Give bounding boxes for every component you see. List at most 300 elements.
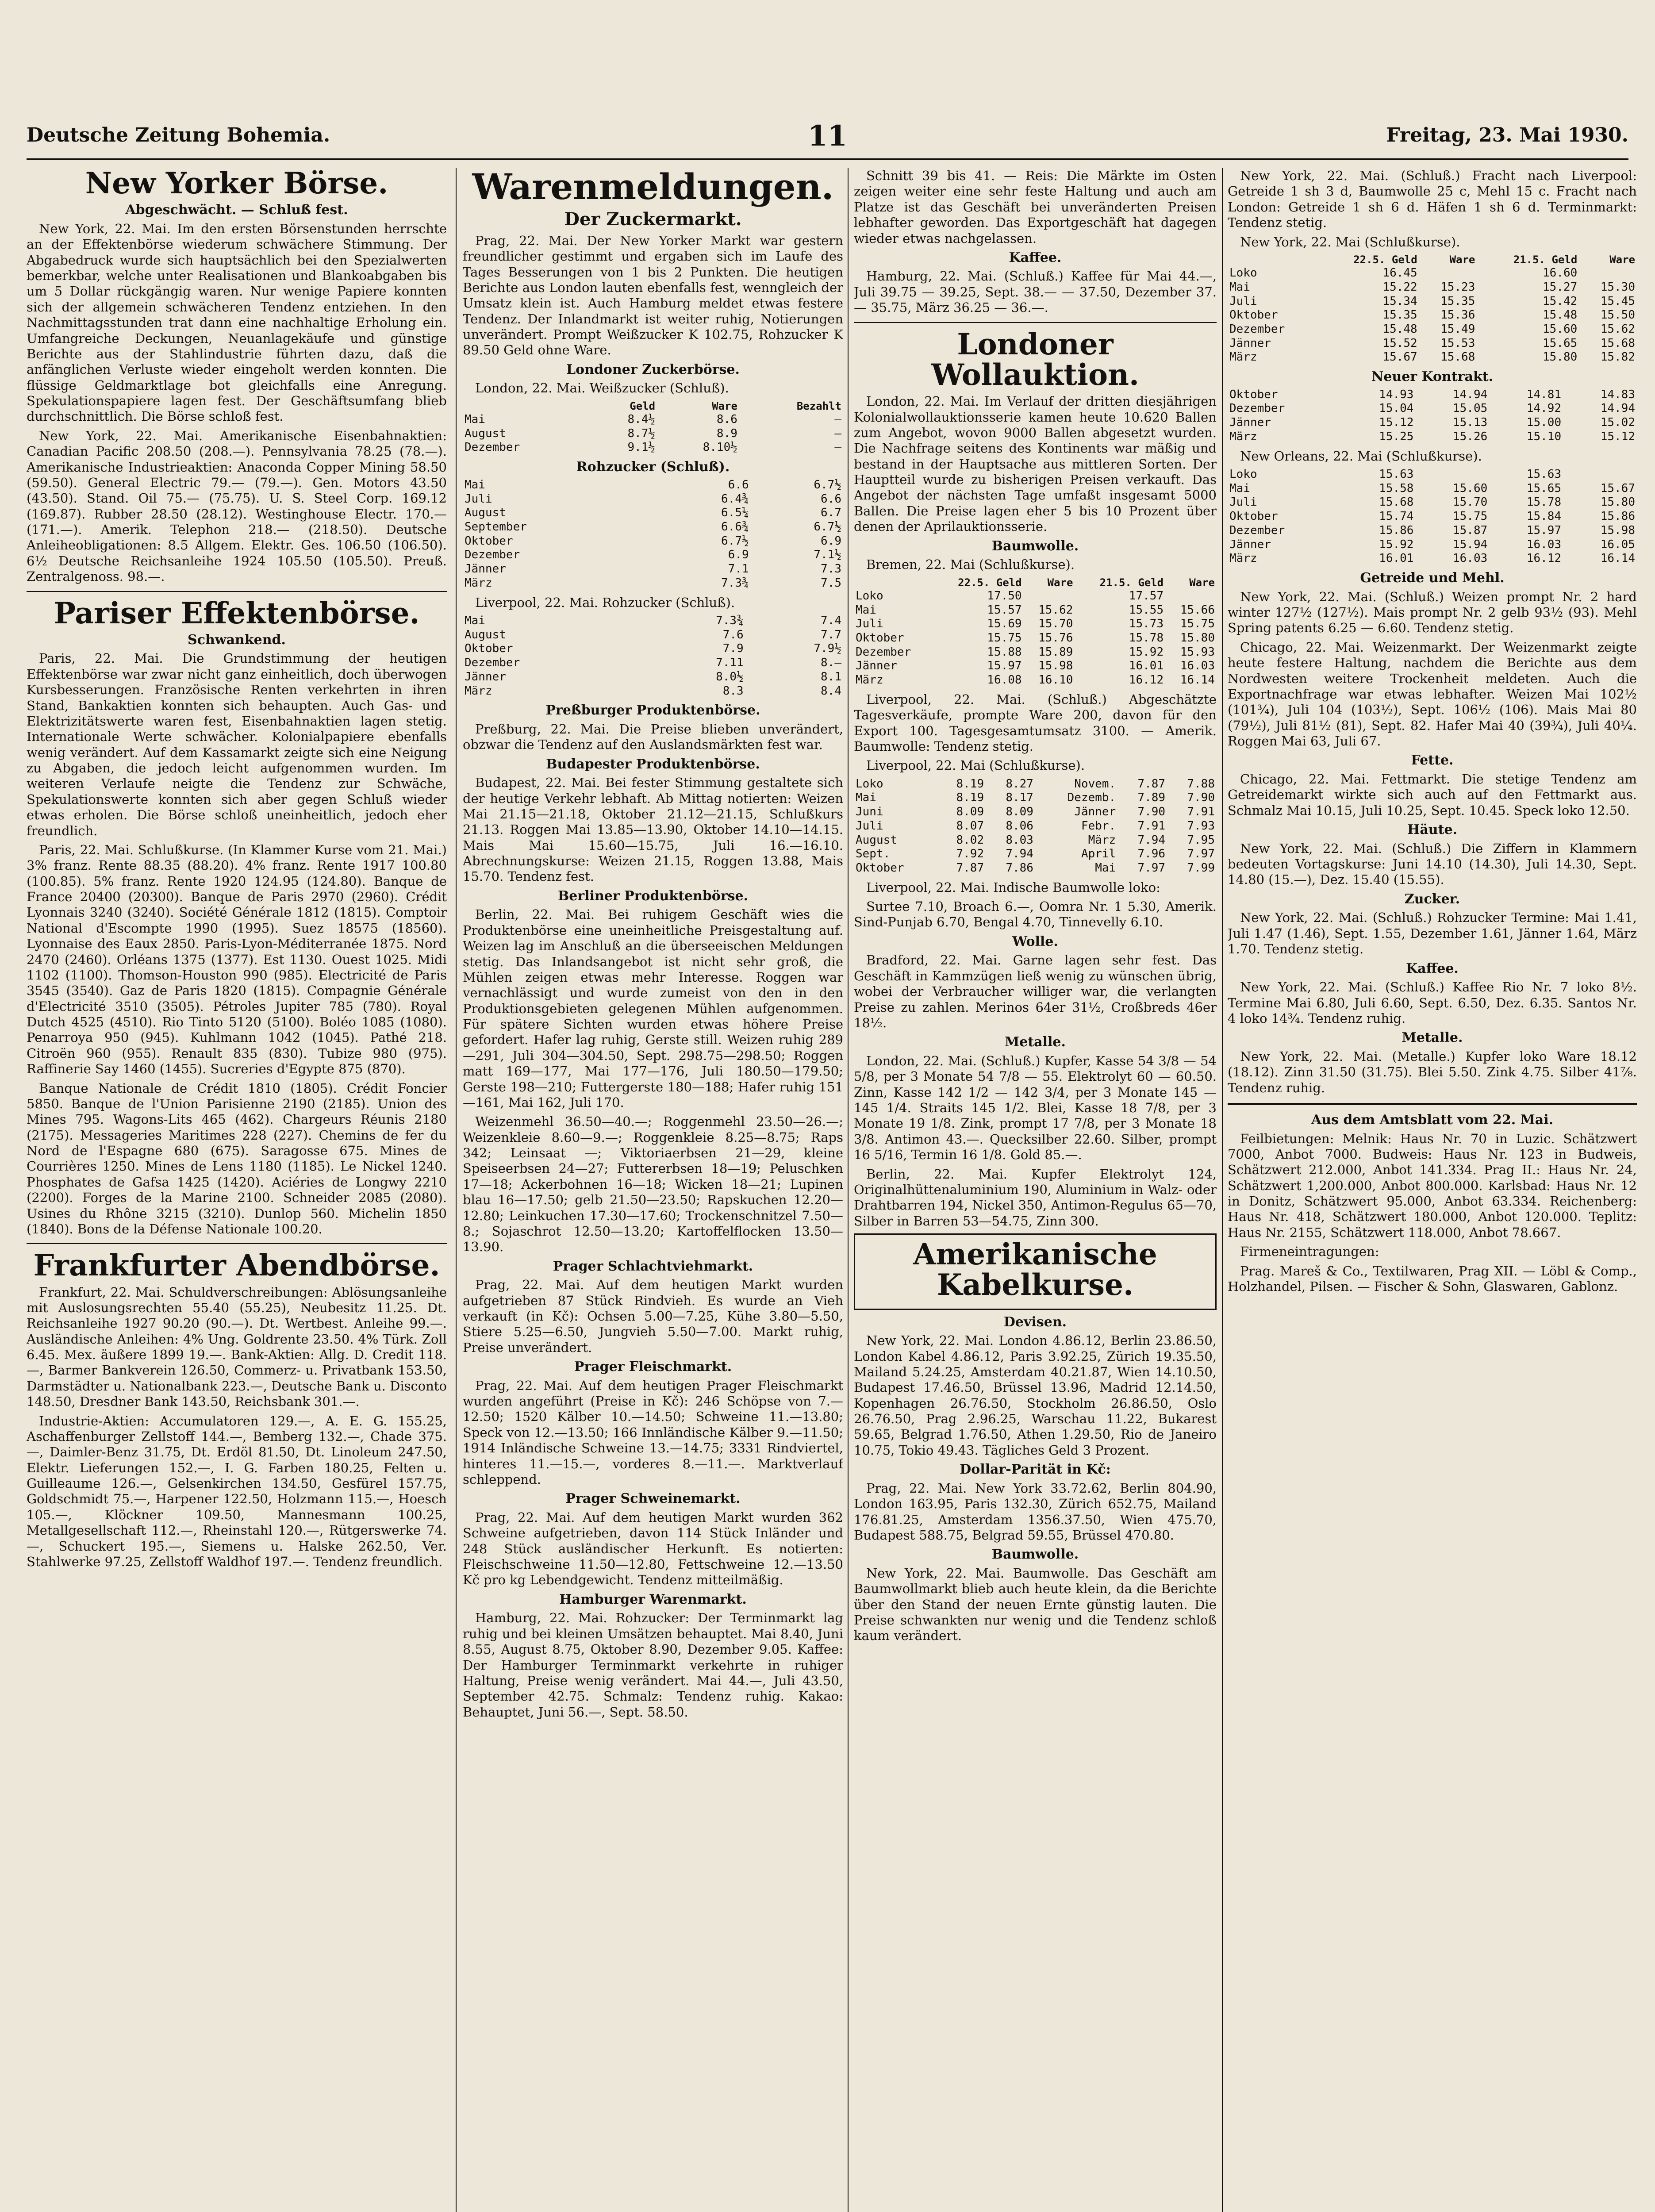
article-paragraph: Liverpool, 22. Mai. (Schluß.) Abgeschätzte Tagesverkäufe, prompte Ware 200, davon für den Export 100. Tagesgesamtumsatz 3100. — Amerik. Baumwolle: Tendenz stetig. — [854, 691, 1217, 754]
table-cell: 8.7½ — [627, 426, 656, 440]
divider — [27, 1243, 447, 1244]
article-paragraph: Liverpool, 22. Mai (Schlußkurse). — [866, 758, 1085, 773]
table-cell: 7.88 — [1187, 777, 1215, 791]
table-cell: 15.27 — [1543, 280, 1578, 294]
hamburg-heading: Hamburger Warenmarkt. — [559, 1591, 747, 1607]
table-row — [1228, 337, 1637, 351]
table-cell: 15.50 — [1600, 308, 1635, 322]
table-row — [1228, 552, 1637, 566]
london-zucker-heading: Londoner Zuckerbörse. — [566, 361, 740, 377]
table-cell: 6.6 — [728, 478, 749, 492]
table-cell: 15.92 — [1129, 645, 1164, 659]
article-paragraph: New York, 22. Mai. Im den ersten Börsenstunden herrschte an der Effektenbörse wiederum schwächere Stimmung. Der Abgabedruck wurde sich hauptsächlich bei den Spezialwerten bemerkbar, welche unter Realisationen und Blankoabgaben bis um 5 Dollar rückgängig waren. Nur wenige Papiere konnten sich der allgemein schwächeren Tendenz entziehen. In den Nachmittagsstunden trat dann eine nachhaltige Erholung ein. Umfangreiche Deckungen, Neuanlagekäufe und günstige Berichte aus der Stahlindustrie führten dazu, daß die anfänglichen Verluste wieder eingeholt werden konnten. Die flüssige Geldmarktlage bot gleichfalls eine Anregung. Spekulationspapiere lagen fest. Der Geschäftsumfang blieb durchschnittlich. Die Börse schloß fest. — [27, 221, 447, 424]
table-header — [463, 400, 590, 413]
table-cell: 15.49 — [1440, 323, 1475, 336]
table-cell: 7.11 — [716, 656, 744, 670]
table-cell: 15.73 — [1129, 617, 1164, 631]
table-cell: 16.08 — [987, 673, 1022, 687]
article-paragraph: New Orleans, 22. Mai (Schlußkurse). — [1240, 448, 1482, 464]
table-cell: 15.74 — [1379, 510, 1414, 523]
table-header: Ware — [1609, 253, 1635, 266]
article-paragraph: Chicago, 22. Mai. Weizenmarkt. Der Weizenmarkt zeigte heute festere Haltung, nachdem die Berichte aus dem Nordwesten weitere Trockenheit meldeten. Auch die Exportnachfrage war etwas lebhafter. Weizen Mai 102½ (101¾), Juli 104 (103½), Sept. 106½ (106). Mais Mai 80 (79½), Juli 81½ (81), Sept. 82. Hafer Mai 40 (39¾), Juli 40¼. Roggen Mai 63, Juli 67. — [1228, 639, 1637, 749]
table-cell: 16.03 — [1453, 552, 1488, 565]
table-row — [463, 492, 843, 507]
article-paragraph: Bremen, 22. Mai (Schlußkurse). — [866, 557, 1075, 572]
article-paragraph: Berlin, 22. Mai. Kupfer Elektrolyt 124, Originalhüttenaluminium 190, Aluminium in Walz- oder Drahtbarren 194, Nickel 350, Antimon-Regulus 65—70, Silber in Barren 53—54.75, Zinn 300. — [854, 1166, 1217, 1229]
table-cell: 7.3 — [821, 562, 841, 576]
table-header: Geld — [630, 399, 656, 412]
article-paragraph: Hamburg, 22. Mai. Rohzucker: Der Terminmarkt lag ruhig und bei kleinen Umsätzen behauptet. Mai 8.40, Juni 8.55, August 8.75, Oktober 8.90, Dezember 9.05. Kaffee: Der Hamburger Terminmarkt verkehrte in ruhiger Haltung, Preise wenig verändert. Mai 44.—, Juli 43.50, September 42.75. Schmalz: Tendenz ruhig. Kakao: Behauptet, Juni 56.—, Sept. 58.50. — [463, 1610, 843, 1720]
table-cell: 15.68 — [1379, 495, 1414, 509]
article-paragraph: New York, 22. Mai. (Schluß.) Weizen prompt Nr. 2 hard winter 127½ (127½). Mais prompt Nr. 2 gelb 93½ (93). Mehl Spring patents 6.25 — 6.60. Tendenz stetig. — [1228, 589, 1637, 636]
table-cell: März — [465, 576, 492, 590]
article-paragraph: New York, 22. Mai (Schlußkurse). — [1240, 234, 1460, 250]
article-paragraph: Paris, 22. Mai. Die Grundstimmung der heutigen Effektenbörse war zwar nicht ganz einheitlich, doch überwogen Kursbesserungen. Französische Renten verkehrten in ihren Stand, Bankaktien konnten sich behaupten. Auch Gas- und Elektrizitätswerte waren fest, Eisenbahnaktien lagen stetig. Internationale Werte schwächer. Kolonialpapiere ebenfalls wenig verändert. Auf dem Kassamarkt zeigte sich eine Neigung zu Abgaben, die jedoch leicht aufgenommen wurden. Im weiteren Verlaufe neigte die Tendenz zur Schwäche, Spekulationswerte konnten sich aber gegen Schluß wieder etwas erholen. Die Börse schloß uneinheitlich, jedoch eher freundlich. — [27, 651, 447, 838]
divider — [1228, 1103, 1637, 1105]
column-divider — [848, 168, 849, 2212]
table-cell: 7.89 — [1137, 791, 1166, 805]
table-cell: 15.86 — [1379, 523, 1414, 537]
warenmeldungen-title: Warenmeldungen. — [472, 168, 834, 207]
table-row — [854, 673, 1217, 687]
divider — [27, 591, 447, 592]
table-cell: 15.63 — [1526, 468, 1562, 481]
newspaper-page — [18, 18, 1637, 2212]
page-number: 11 — [807, 119, 848, 153]
table-cell: 15.88 — [987, 645, 1022, 659]
table-cell: 14.93 — [1379, 388, 1414, 401]
amtsblatt-heading: Aus dem Amtsblatt vom 22. Mai. — [1311, 1112, 1554, 1128]
table-cell: 15.53 — [1440, 336, 1475, 350]
table-cell: 7.91 — [1187, 805, 1215, 819]
table-cell: 15.98 — [1600, 523, 1635, 537]
paris-subtitle: Schwankend. — [188, 632, 286, 648]
table-row — [1228, 524, 1637, 538]
table-cell: Mai — [856, 791, 876, 805]
article-paragraph: Frankfurt, 22. Mai. Schuldverschreibungen: Ablösungsanleihe mit Auslosungsrechten 55.40 (55.25), Neubesitz 11.25. Dt. Reichsanleihe 1927 90.20 (90.—). Dt. Wertbest. Anleihe 99.—. Ausländische Anleihen: 4% Ung. Goldrente 23.50. 4% Türk. Zoll 6.45. Mex. äußere 1899 19.—. Bank-Aktien: Allg. D. Credit 118.—, Barmer Bankverein 126.50, Commerz- u. Privatbank 153.50, Darmstädter u. Nationalbank 223.—, Deutsche Bank u. Disconto 148.50, Dresdner Bank 143.50, Reichsbank 301.—. — [27, 1284, 447, 1409]
table-cell: 15.23 — [1440, 280, 1475, 294]
table-cell: 15.52 — [1382, 336, 1417, 350]
table-cell: 16.03 — [1180, 659, 1215, 673]
table-cell: Oktober — [465, 534, 513, 548]
article-paragraph: Preßburg, 22. Mai. Die Preise blieben unverändert, obzwar die Tendenz auf den Auslandsmärkten fest war. — [463, 721, 843, 753]
table-cell: Novem. — [1074, 777, 1116, 791]
table-cell: Juli — [465, 492, 492, 506]
table-header: 22.5. Geld — [958, 576, 1022, 589]
table-cell: 8.17 — [1006, 791, 1033, 805]
article-paragraph: London, 22. Mai. (Schluß.) Kupfer, Kasse 54 3/8 — 54 5/8, per 3 Monate 54 7/8 — 55. Elektrolyt 60 — 60.50. Zinn, Kasse 142 1/2 — 142 3/4, per 3 Monate 145 — 145 1/4. Straits 145 1/2. Blei, Kasse 18 7/8, per 3 Monate 19 1/8. Zink, prompt 17 7/8, per 3 Monate 18 3/8. Antimon 43.—. Quecksilber 22.60. Silber, prompt 16 5/16, Termin 16 1/8. Gold 85.—. — [854, 1053, 1217, 1163]
table-cell: 15.82 — [1600, 350, 1635, 364]
table-cell: 15.55 — [1129, 603, 1164, 617]
table-cell: 8.9 — [716, 426, 737, 440]
column-2 — [463, 168, 843, 2212]
table-cell: 7.1½ — [814, 548, 841, 562]
article-paragraph: Prag, 22. Mai. Auf dem heutigen Markt wurden 362 Schweine aufgetrieben, davon 114 Stück Inländer und 248 Stück ausländischer Herkunft. Es notierten: Fleischschweine 11.50—12.80, Fettschweine 12.—13.50 Kč pro kg Lebendgewicht. Tendenz mitteilmäßig. — [463, 1509, 843, 1588]
table-cell: 8.6 — [716, 413, 737, 426]
table-cell: Mai — [465, 614, 485, 627]
liverpool-cotton-table — [854, 777, 1217, 876]
table-cell: 15.78 — [1526, 495, 1562, 509]
rohzucker-heading: Rohzucker (Schluß). — [576, 459, 730, 475]
issue-date: Freitag, 23. Mai 1930. — [1386, 124, 1628, 146]
table-cell: — — [834, 413, 841, 426]
table-cell: 15.30 — [1600, 280, 1635, 294]
table-cell: Jänner — [1229, 538, 1271, 551]
table-cell: Dezember — [465, 548, 520, 562]
table-row — [854, 805, 1217, 819]
rohzucker-table — [463, 478, 843, 591]
table-cell: 15.75 — [1453, 510, 1488, 523]
table-cell: Mai — [1229, 280, 1250, 294]
article-paragraph: Banque Nationale de Crédit 1810 (1805). Crédit Foncier 5850. Banque de l'Union Parisienne 2190 (2185). Union des Mines 795. Wagons-Lits 465 (462). Chargeurs Réunis 2180 (2175). Messageries Maritimes 228 (227). Chemins de fer du Nord de l'Espagne 680 (675). Saragosse 675. Mines de Courrières 1250. Mines de Lens 1180 (1185). Le Nickel 1240. Phosphates de Gafsa 1425 (1420). Aciéries de Longwy 2210 (2200). Forges de la Marine 2100. Schneider 2085 (2080). Usines du Rhône 3215 (3210). Dunlop 560. Michelin 1850 (1840). Bons de la Défense Nationale 100.20. — [27, 1080, 447, 1237]
table-cell: Jänner — [1229, 336, 1271, 350]
fette-heading: Fette. — [1411, 753, 1454, 768]
baumwolle-heading: Baumwolle. — [991, 538, 1079, 554]
table-cell: 15.42 — [1543, 294, 1578, 308]
ny-boerse-subtitle: Abgeschwächt. — Schluß fest. — [125, 202, 348, 218]
article-paragraph: London, 22. Mai. Weißzucker (Schluß). — [475, 380, 729, 396]
table-cell: 15.76 — [1038, 631, 1073, 645]
table-row — [1228, 416, 1637, 430]
table-cell: 15.12 — [1600, 430, 1635, 443]
table-row — [854, 603, 1217, 618]
table-header — [854, 576, 933, 589]
table-cell: 15.26 — [1453, 430, 1488, 443]
table-header: 21.5. Geld — [1513, 253, 1578, 266]
kabelkurse-title: Amerikanische Kabelkurse. — [913, 1237, 1157, 1302]
table-cell: 7.97 — [1187, 847, 1215, 861]
table-cell: 7.94 — [1006, 847, 1033, 861]
table-cell: 15.62 — [1038, 603, 1073, 617]
table-cell: 15.68 — [1600, 336, 1635, 350]
table-cell: Loko — [856, 589, 883, 603]
table-cell: 8.4½ — [627, 413, 656, 426]
table-row — [854, 861, 1217, 876]
table-cell: 15.45 — [1600, 294, 1635, 308]
table-cell: 14.94 — [1453, 388, 1488, 401]
table-cell: 8.1 — [821, 670, 841, 684]
table-row — [463, 642, 843, 656]
table-cell: 7.92 — [956, 847, 984, 861]
table-cell: 7.7 — [821, 628, 841, 641]
table-cell: 14.83 — [1600, 388, 1635, 401]
table-cell: Dezember — [1229, 523, 1285, 537]
table-cell: 15.87 — [1453, 523, 1488, 537]
table-cell: Oktober — [1229, 510, 1278, 523]
table-cell: 15.02 — [1600, 416, 1635, 430]
table-cell: 6.9 — [728, 548, 749, 562]
article-paragraph: Liverpool, 22. Mai. Rohzucker (Schluß). — [475, 595, 735, 610]
article-paragraph: New York, 22. Mai. (Metalle.) Kupfer loko Ware 18.12 (18.12). Zinn 31.50 (31.75). Blei 5.50. Zink 4.75. Silber 41⅞. Tendenz ruhig. — [1228, 1048, 1637, 1095]
table-cell: 15.36 — [1440, 308, 1475, 322]
table-cell: März — [1229, 350, 1257, 364]
table-cell: 15.98 — [1038, 659, 1073, 673]
table-cell: Jänner — [856, 659, 897, 673]
table-cell: Oktober — [856, 631, 904, 645]
table-cell: 6.4¾ — [721, 492, 749, 506]
table-cell: Loko — [1229, 468, 1257, 481]
table-cell: 15.97 — [987, 659, 1022, 673]
berlin-heading: Berliner Produktenbörse. — [557, 888, 749, 904]
table-cell: 16.05 — [1600, 538, 1635, 551]
table-cell: 15.60 — [1453, 481, 1488, 495]
table-cell: 6.5¼ — [721, 506, 749, 520]
table-cell: Febr. — [1081, 819, 1116, 833]
table-cell: 15.62 — [1600, 323, 1635, 336]
liverpool-sugar-table — [463, 614, 843, 698]
column-4 — [1228, 168, 1637, 2212]
getreide-heading: Getreide und Mehl. — [1360, 570, 1505, 586]
table-cell: Jänner — [1074, 805, 1116, 819]
table-cell: Dezember — [856, 645, 911, 659]
table-cell: 15.34 — [1382, 294, 1417, 308]
article-paragraph: Liverpool, 22. Mai. Indische Baumwolle loko: — [866, 879, 1160, 895]
table-cell: — — [834, 441, 841, 454]
wolle-heading: Wolle. — [1012, 933, 1058, 949]
table-cell: 14.92 — [1526, 402, 1562, 415]
table-cell: März — [1229, 430, 1257, 443]
table-cell: 15.67 — [1382, 350, 1417, 364]
table-cell: 7.87 — [1137, 777, 1166, 791]
table-cell: 8.03 — [1006, 833, 1033, 847]
table-cell: 7.94 — [1137, 833, 1166, 847]
article-paragraph: Budapest, 22. Mai. Bei fester Stimmung gestaltete sich der heutige Verkehr lebhaft. Ab Mittag notierten: Weizen Mai 21.15—21.18, Oktober 21.12—21.15, Schlußkurs 21.13. Roggen Mai 13.85—13.90, Oktober 14.10—14.15. Mais Mai 15.60—15.75, Juli 16.—16.10. Abrechnungskurse: Weizen 21.15, Roggen 13.88, Mais 15.70. Tendenz fest. — [463, 775, 843, 884]
table-row — [1228, 510, 1637, 524]
table-cell: Mai — [465, 478, 485, 492]
table-cell: 7.99 — [1187, 861, 1215, 875]
table-cell: Juli — [856, 617, 883, 631]
article-paragraph: Prag, 22. Mai. Auf dem heutigen Prager Fleischmarkt wurden angeführt (Preise in Kč): 246 Schöpse von 7.—12.50; 1520 Kälber 10.—14.50; Schweine 11.—13.80; Speck von 12.—13.50; 166 Innländische Kälber 9.—11.50; 1914 Inländische Schweine 13.—14.75; 3331 Rindviertel, hinteres 11.—15.—, vorderes 8.—11.—. Marktverlauf schleppend. — [463, 1378, 843, 1487]
table-cell: Juni — [856, 805, 883, 819]
article-paragraph: Schnitt 39 bis 41. — Reis: Die Märkte im Osten zeigen weiter eine sehr feste Haltung und auch am Platze ist das Geschäft bei unveränderten Preisen lebhafter geworden. Das Exportgeschäft hat dagegen wieder etwas nachgelassen. — [854, 168, 1217, 246]
devisen-heading: Devisen. — [1003, 1314, 1067, 1330]
table-cell: 15.80 — [1600, 495, 1635, 509]
table-cell: 15.48 — [1543, 308, 1578, 322]
table-cell: 15.94 — [1453, 538, 1488, 551]
table-cell: 15.80 — [1180, 631, 1215, 645]
article-paragraph: Prag. Mareš & Co., Textilwaren, Prag XII. — Löbl & Comp., Holzhandel, Pilsen. — Fischer & Sohn, Glaswaren, Gablonz. — [1228, 1263, 1637, 1294]
table-cell: August — [856, 833, 897, 847]
table-cell: September — [465, 520, 527, 534]
table-cell: Juli — [856, 819, 883, 833]
table-cell: 15.80 — [1543, 350, 1578, 364]
table-cell: 15.75 — [987, 631, 1022, 645]
table-cell: August — [465, 426, 506, 440]
table-cell: Mai — [856, 603, 876, 617]
table-cell: 8.07 — [956, 819, 984, 833]
table-cell: 15.25 — [1379, 430, 1414, 443]
table-row — [854, 819, 1217, 833]
table-cell: 8.19 — [956, 777, 984, 791]
london-sugar-table — [463, 400, 843, 455]
table-header — [1228, 253, 1317, 266]
table-row — [463, 534, 843, 549]
table-cell: 7.87 — [956, 861, 984, 875]
table-cell: 15.22 — [1382, 280, 1417, 294]
table-row — [1228, 468, 1637, 482]
table-cell: August — [465, 628, 506, 641]
table-cell: 6.7 — [821, 506, 841, 520]
table-cell: 7.90 — [1137, 805, 1166, 819]
table-row — [463, 548, 843, 562]
table-header: Ware — [1047, 576, 1073, 589]
table-cell: Mai — [1095, 861, 1116, 875]
table-cell: 16.01 — [1129, 659, 1164, 673]
table-row — [463, 684, 843, 699]
table-cell: 16.14 — [1600, 552, 1635, 565]
table-cell: 15.78 — [1129, 631, 1164, 645]
table-cell: 15.35 — [1440, 294, 1475, 308]
table-cell: 15.63 — [1379, 468, 1414, 481]
table-cell: 16.60 — [1543, 266, 1578, 280]
table-cell: 15.97 — [1526, 523, 1562, 537]
kontrakt-heading: Neuer Kontrakt. — [1371, 369, 1494, 385]
orleans-cotton-table — [1228, 468, 1637, 566]
table-cell: — — [834, 426, 841, 440]
table-row — [463, 670, 843, 684]
article-paragraph: Firmeneintragungen: — [1240, 1244, 1379, 1260]
table-row — [1228, 402, 1637, 416]
table-cell: 14.94 — [1600, 402, 1635, 415]
table-cell: 15.66 — [1180, 603, 1215, 617]
table-cell: 15.04 — [1379, 402, 1414, 415]
table-row — [1228, 295, 1637, 309]
column-divider — [1222, 168, 1223, 2212]
table-cell: Oktober — [465, 642, 513, 656]
table-cell: 15.89 — [1038, 645, 1073, 659]
table-cell: 7.97 — [1137, 861, 1166, 875]
article-paragraph: Prag, 22. Mai. New York 33.72.62, Berlin 804.90, London 163.95, Paris 132.30, Zürich 652.75, Mailand 176.81.25, Amsterdam 1356.37.50, Wien 475.70, Budapest 588.75, Belgrad 59.55, Brüssel 470.80. — [854, 1480, 1217, 1543]
table-header: Ware — [712, 399, 737, 412]
table-cell: 9.1½ — [627, 441, 656, 454]
table-row — [1228, 482, 1637, 496]
table-cell: 15.35 — [1382, 308, 1417, 322]
table-cell: 15.65 — [1526, 481, 1562, 495]
table-cell: 16.12 — [1129, 673, 1164, 687]
table-cell: 7.9 — [722, 642, 744, 656]
table-header: Ware — [1189, 576, 1215, 589]
table-cell: 8.— — [821, 656, 841, 670]
table-header: 21.5. Geld — [1099, 576, 1164, 589]
table-row — [1228, 323, 1637, 337]
budapest-heading: Budapester Produktenbörse. — [546, 756, 760, 772]
table-cell: 6.6 — [821, 492, 841, 506]
table-cell: 16.01 — [1379, 552, 1414, 565]
table-cell: 16.14 — [1180, 673, 1215, 687]
article-paragraph: Feilbietungen: Melnik: Haus Nr. 70 in Luzic. Schätzwert 7000, Anbot 7000. Budweis: Haus Nr. 123 in Budweis, Schätzwert 212.000, Anbot 141.334. Prag II.: Haus Nr. 24, Schätzwert 1,200.000, Anbot 800.000. Karlsbad: Haus Nr. 12 in Donitz, Schätzwert 95.000, Anbot 63.334. Reichenberg: Haus Nr. 418, Schätzwert 180.000, Anbot 120.000. Teplitz: Haus Nr. 2155, Schätzwert 118.000, Anbot 78.667. — [1228, 1131, 1637, 1240]
metalle-heading: Metalle. — [1005, 1034, 1066, 1050]
table-cell: 17.50 — [987, 589, 1022, 603]
zucker-heading: Zucker. — [1404, 891, 1460, 907]
table-cell: 8.27 — [1006, 777, 1033, 791]
table-cell: 8.0½ — [716, 670, 744, 684]
table-cell: 6.7½ — [814, 478, 841, 492]
table-cell: 7.96 — [1137, 847, 1166, 861]
article-paragraph: Bradford, 22. Mai. Garne lagen sehr fest. Das Geschäft in Kammzügen ließ wenig zu wünschen übrig, wobei der Verbraucher williger war, die verlangten Preise zu zahlen. Merinos 64er 31½, Croßbreds 46er 18½. — [854, 952, 1217, 1030]
table-cell: 15.57 — [987, 603, 1022, 617]
table-row — [463, 656, 843, 670]
table-row — [854, 589, 1217, 603]
article-paragraph: New York, 22. Mai. Baumwolle. Das Geschäft am Baumwollmarkt blieb auch heute klein, da die Berichte über den Stand der neuen Ernte günstig lauten. Die Preise schwankten nur wenig und die Tendenz schloß kaum verändert. — [854, 1565, 1217, 1644]
table-row — [1228, 266, 1637, 280]
table-row — [1228, 280, 1637, 295]
table-cell — [1579, 266, 1637, 280]
table-row — [463, 427, 843, 441]
table-header: Ware — [1449, 253, 1475, 266]
table-cell — [1563, 468, 1637, 482]
table-row — [854, 791, 1217, 805]
bremen-cotton-table — [854, 576, 1217, 687]
table-cell: 7.86 — [1006, 861, 1033, 875]
table-cell — [1165, 589, 1217, 603]
masthead — [27, 119, 1628, 159]
table-cell: März — [465, 684, 492, 698]
ny-cotton-table — [1228, 253, 1637, 365]
table-row — [463, 576, 843, 591]
masthead-rule — [27, 158, 1628, 160]
table-cell: 8.10½ — [703, 441, 737, 454]
table-cell: 8.19 — [956, 791, 984, 805]
table-cell — [1415, 468, 1489, 482]
table-cell: Dezember — [1229, 323, 1285, 336]
table-cell: 7.9½ — [814, 642, 841, 656]
table-cell: 16.10 — [1038, 673, 1073, 687]
zuckermarkt-heading: Der Zuckermarkt. — [564, 209, 742, 230]
table-cell: 15.60 — [1543, 323, 1578, 336]
table-cell: 15.93 — [1180, 645, 1215, 659]
table-cell: 8.3 — [722, 684, 744, 698]
table-row — [1228, 350, 1637, 365]
table-row — [463, 562, 843, 576]
table-cell: 16.45 — [1382, 266, 1417, 280]
table-cell: Jänner — [1229, 416, 1271, 430]
paris-boerse-title: Pariser Effektenbörse. — [54, 595, 420, 630]
article-paragraph: New York, 22. Mai. (Schluß.) Fracht nach Liverpool: Getreide 1 sh 3 d, Baumwolle 25 c, Mehl 15 c. Fracht nach London: Getreide 1 sh 6 d. Häfen 1 sh 6 d. Terminmarkt: Tendenz stetig. — [1228, 168, 1637, 230]
column-1 — [27, 168, 447, 2212]
article-paragraph: Weizenmehl 36.50—40.—; Roggenmehl 23.50—26.—; Weizenkleie 8.60—9.—; Roggenkleie 8.25—8.75; Raps 342; Leinsaat —; Viktoriaerbsen 21—29, kleine Speiseerbsen 24—27; Futtererbsen 18—19; Peluschken 17—18; Ackerbohnen 16—18; Wicken 18—21; Lupinen blau 16—17.50; gelb 21.50—23.50; Rapskuchen 12.20—12.80; Leinkuchen 17.30—17.60; Trockenschnitzel 7.50—8.; Sojaschrot 12.50—13.20; Kartoffelflocken 13.50—13.90. — [463, 1114, 843, 1255]
table-header: 22.5. Geld — [1353, 253, 1417, 266]
table-row — [463, 478, 843, 492]
table-cell — [1024, 589, 1075, 603]
table-cell: 7.6 — [722, 628, 744, 641]
table-cell: 7.3¾ — [721, 576, 749, 590]
table-cell: Jänner — [465, 670, 506, 684]
article-paragraph: Prag, 22. Mai. Der New Yorker Markt war gestern freundlicher gestimmt und ergaben sich im Laufe des Tages Besserungen von 1 bis 2 Punkten. Die heutigen Berichte aus London lauten ebenfalls fest, wenngleich der Umsatz klein ist. Auch Hamburg meldet etwas festere Tendenz. Der Inlandmarkt ist weiter ruhig, Notierungen unverändert. Prompt Weißzucker K 102.75, Rohzucker K 89.50 Geld ohne Ware. — [463, 233, 843, 358]
article-paragraph: New York, 22. Mai. London 4.86.12, Berlin 23.86.50, London Kabel 4.86.12, Paris 3.92.25, Zürich 19.35.50, Mailand 5.24.25, Amsterdam 40.21.87, Wien 14.10.50, Budapest 17.46.50, Brüssel 13.96, Madrid 12.14.50, Kopenhagen 26.76.50, Stockholm 26.86.50, Oslo 26.76.50, Prag 2.96.25, Warschau 11.22, Bukarest 59.65, Belgrad 1.76.50, Athen 1.29.50, Rio de Janeiro 10.75, Tokio 49.43. Tägliches Geld 3 Prozent. — [854, 1333, 1217, 1458]
column-3 — [854, 168, 1217, 2212]
table-cell: März — [856, 673, 883, 687]
schlachtvieh-heading: Prager Schlachtviehmarkt. — [553, 1258, 753, 1274]
table-cell: 6.7½ — [721, 534, 749, 548]
table-row — [854, 645, 1217, 660]
table-row — [854, 617, 1217, 631]
table-cell: März — [1229, 552, 1257, 565]
table-cell: 15.68 — [1440, 350, 1475, 364]
table-cell: 15.13 — [1453, 416, 1488, 430]
metalle-heading-2: Metalle. — [1402, 1030, 1463, 1046]
table-cell: 7.90 — [1187, 791, 1215, 805]
article-paragraph: New York, 22. Mai. Amerikanische Eisenbahnaktien: Canadian Pacific 208.50 (208.—). Pennsylvania 78.25 (78.—). Amerikanische Industrieaktien: Anaconda Copper Mining 58.50 (59.50). General Electric 79.— (79.—). Gen. Motors 43.50 (43.50). Stand. Oil 75.— (75.75). U. S. Steel Corp. 169.12 (169.87). Rubber 28.50 (28.12). Westinghouse Electr. 170.— (171.—). Amerik. Telephon 218.— (218.50). Deutsche Anleiheobligationen: 8.5 Allgem. Elektr. Ges. 106.50 (106.50). 6½ Deutsche Reichsanleihe 1924 105.50 (105.50). Preuß. Zentralgenoss. 98.—. — [27, 428, 447, 584]
table-row — [1228, 495, 1637, 510]
frankfurt-boerse-title: Frankfurter Abendbörse. — [33, 1248, 440, 1283]
table-row — [854, 833, 1217, 848]
dollar-paritaet-heading: Dollar-Parität in Kč: — [960, 1462, 1111, 1478]
table-cell: 7.4 — [821, 614, 841, 627]
table-row — [463, 614, 843, 628]
article-paragraph: Chicago, 22. Mai. Fettmarkt. Die stetige Tendenz am Getreidemarkt wirkte sich auch auf den Fettmarkt aus. Schmalz Mai 10.15, Juli 10.25, Sept. 10.45. Speck loko 12.50. — [1228, 771, 1637, 818]
schweinemarkt-heading: Prager Schweinemarkt. — [565, 1491, 741, 1507]
kaffee-heading-2: Kaffee. — [1406, 960, 1459, 976]
